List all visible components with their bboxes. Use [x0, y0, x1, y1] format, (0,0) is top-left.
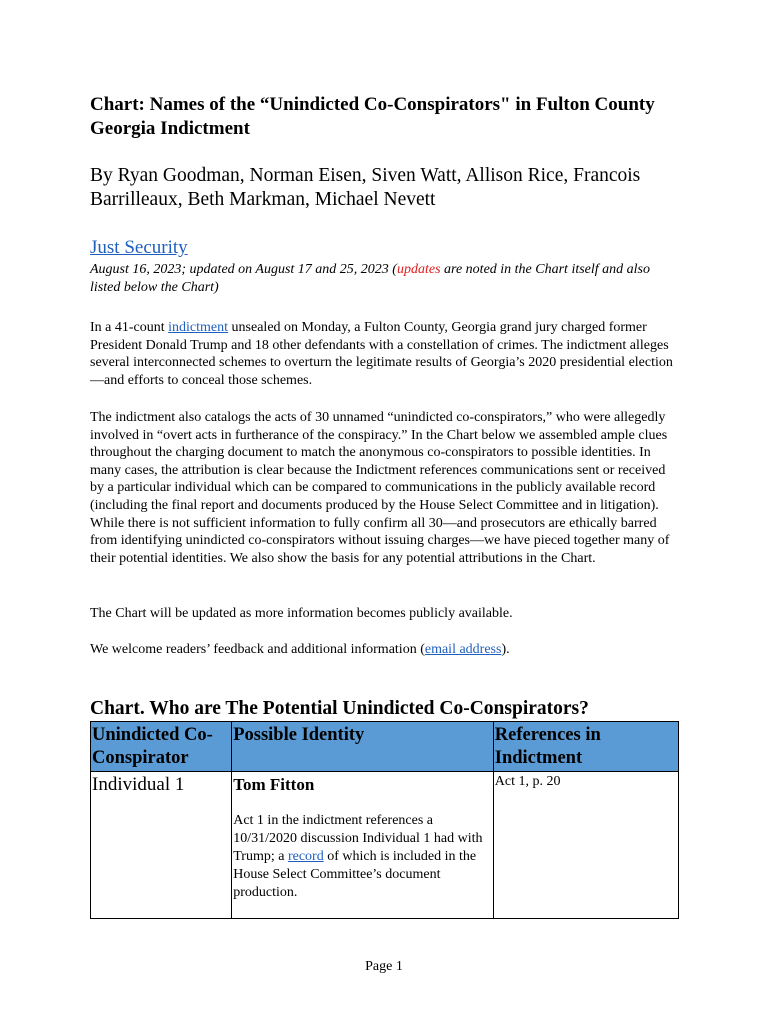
header-possible-identity: Possible Identity: [232, 722, 494, 772]
just-security-link[interactable]: Just Security: [90, 237, 188, 258]
dateline-text-end: are noted in the Chart itself and also listed below the Chart): [90, 262, 651, 295]
individual-cell: [91, 772, 232, 919]
update-paragraph: The Chart will be updated as more information becomes publicly available.: [90, 606, 513, 621]
table-header-row: [91, 722, 679, 772]
identity-cell: [232, 772, 494, 919]
header-references: References in Indictment: [493, 722, 678, 772]
dateline: [90, 261, 680, 297]
co-conspirator-table: [90, 721, 679, 919]
updates-note: updates: [396, 262, 441, 277]
dateline-text: August 16, 2023; updated on August 17 and 25, 2023 (: [90, 262, 397, 277]
document-title: Chart: Names of the “Unindicted Co-Conspirators" in Fulton County Georgia Indictment: [90, 94, 655, 139]
possible-identity: Tom Fitton: [233, 775, 315, 794]
indictment-reference: Act 1, p. 20: [494, 774, 561, 789]
indictment-link[interactable]: indictment: [168, 320, 229, 335]
intro-paragraph: In a 41-count indictment unsealed on Monday, a Fulton County, Georgia grand jury charged former President Donald Trump and 18 other defendants with a constellation of crimes. The indictment alleges several interconnected schemes to overturn the legitimate results of Georgia’s 2020 presidential election—and efforts to conceal those schemes.: [90, 320, 673, 388]
table-row: [91, 772, 679, 919]
identity-basis: Act 1 in the indictment references a 10/31/2020 discussion Individual 1 had with Trump; a record of which is included in the House Select Committee’s document production.: [233, 813, 483, 900]
author-byline: By Ryan Goodman, Norman Eisen, Siven Watt, Allison Rice, Francois Barrilleaux, Beth Markman, Michael Nevett: [90, 165, 641, 210]
individual-name: Individual 1: [92, 774, 185, 795]
record-link[interactable]: record: [287, 849, 324, 864]
page-number: Page 1: [365, 959, 403, 974]
reference-cell: [493, 772, 678, 919]
feedback-paragraph: We welcome readers’ feedback and additional information (email address).: [90, 642, 510, 657]
email-address-link[interactable]: email address: [424, 642, 502, 657]
catalog-paragraph: The indictment also catalogs the acts of 30 unnamed “unindicted co-conspirators,” who were allegedly involved in “overt acts in furtherance of the conspiracy.” In the Chart below we assembled ample clues throughout the charging document to match the anonymous co-conspirators to possible identities. In many cases, the attribution is clear because the Indictment references communications sent or received by a particular individual which can be compared to communications in the publicly available record (including the final report and documents produced by the House Select Committee and in litigation). While there is not sufficient information to fully confirm all 30—and prosecutors are ethically barred from identifying unindicted co-conspirators without issuing charges—we have pieced together many of their potential identities. We also show the basis for any potential attributions in the Chart.: [90, 410, 670, 566]
chart-heading: Chart. Who are The Potential Unindicted Co-Conspirators?: [90, 698, 589, 719]
header-co-conspirator: Unindicted Co-Conspirator: [91, 722, 232, 772]
